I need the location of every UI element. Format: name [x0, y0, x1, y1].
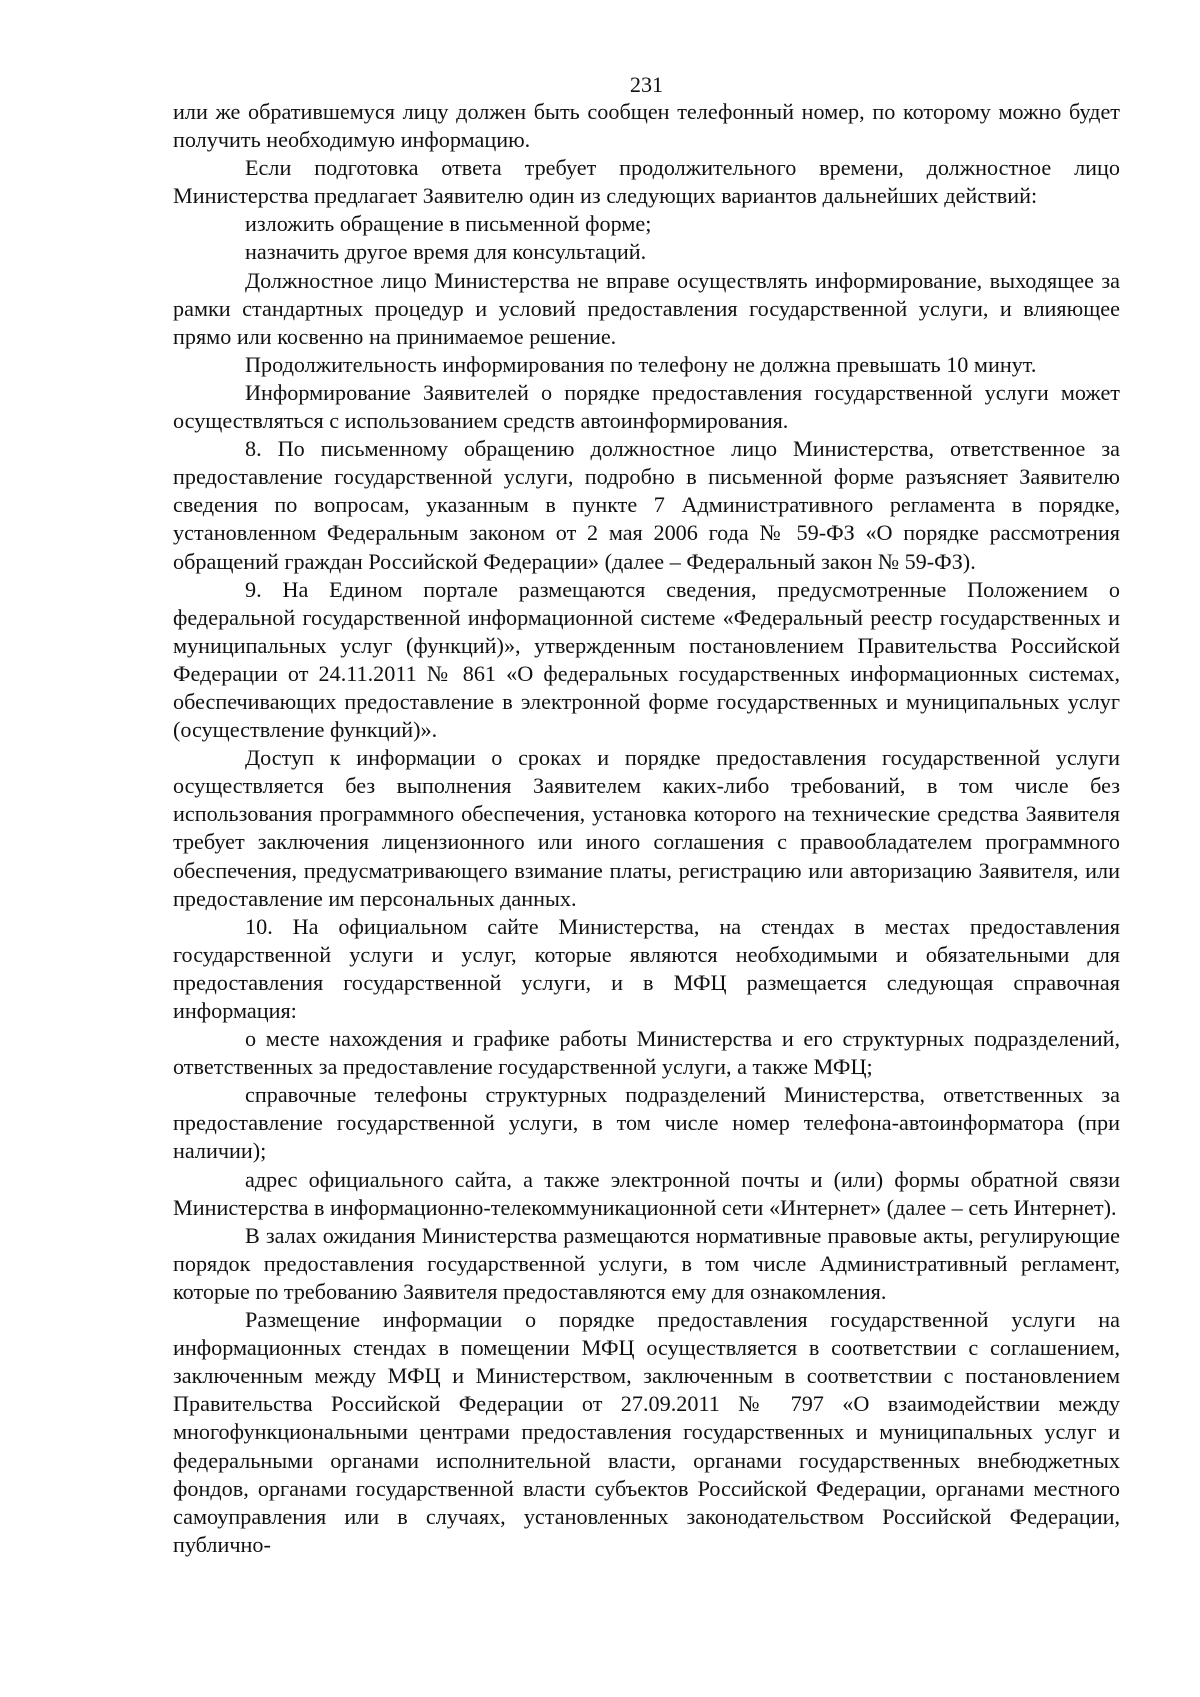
paragraph-8: 8. По письменному обращению должностное лицо Министерства, ответственное за предоставление государственной услуги, подробно в письменной форме разъясняет Заявителю сведения по вопросам, указанным в пункте 7 Административного регламента в порядке, установленном Федеральным законом от 2 мая 2006 года № 59-ФЗ «О порядке рассмотрения обращений граждан Российской Федерации» (далее – Федеральный закон № 59-ФЗ).	[173, 436, 1120, 574]
paragraph-4: назначить другое время для консультаций.	[245, 239, 647, 265]
paragraph-1: или же обратившемуся лицу должен быть сообщен телефонный номер, по которому можно будет получить необходимую информацию.	[173, 99, 1120, 153]
paragraph-5: Должностное лицо Министерства не вправе осуществлять информирование, выходящее за рамки стандартных процедур и условий предоставления государственной услуги, и влияющее прямо или косвенно на принимаемое решение.	[173, 267, 1120, 349]
paragraph-9: 9. На Едином портале размещаются сведения, предусмотренные Положением о федеральной государственной информационной системе «Федеральный реестр государственных и муниципальных услуг (функций)», утвержденным постановлением Правительства Российской Федерации от 24.11.2011 № 861 «О федеральных государственных информационных системах, обеспечивающих предоставление в электронной форме государственных и муниципальных услуг (осуществление функций)».	[173, 576, 1120, 743]
paragraph-7: Информирование Заявителей о порядке предоставления государственной услуги может осуществляться с использованием средств автоинформирования.	[173, 379, 1120, 434]
paragraph-15: В залах ожидания Министерства размещаются нормативные правовые акты, регулирующие порядок предоставления государственной услуги, в том числе Административный регламент, которые по требованию Заявителя предоставляются ему для ознакомления.	[173, 1222, 1120, 1304]
paragraph-12: о месте нахождения и графике работы Министерства и его структурных подразделений, ответственных за предоставление государственной услуги, а также МФЦ;	[173, 1026, 1120, 1080]
paragraph-6: Продолжительность информирования по телефону не должна превышать 10 минут.	[245, 351, 1037, 377]
page-number: 231	[629, 72, 664, 97]
paragraph-16: Размещение информации о порядке предоставления государственной услуги на информационных стендах в помещении МФЦ осуществляется в соответствии с соглашением, заключенным между МФЦ и Министерством, заключенным в соответствии с постановлением Правительства Российской Федерации от 27.09.2011 № 797 «О взаимодействии между многофункциональными центрами предоставления государственных и муниципальных услуг и федеральными органами исполнительной власти, органами государственных внебюджетных фондов, органами государственной власти субъектов Российской Федерации, органами местного самоуправления или в случаях, установленных законодательством Российской Федерации, публично-	[173, 1307, 1120, 1557]
paragraph-13: справочные телефоны структурных подразделений Министерства, ответственных за предоставление государственной услуги, в том числе номер телефона-автоинформатора (при наличии);	[173, 1082, 1120, 1164]
paragraph-14: адрес официального сайта, а также электронной почты и (или) формы обратной связи Министерства в информационно-телекоммуникационной сети «Интернет» (далее – сеть Интернет).	[173, 1166, 1120, 1220]
paragraph-11: 10. На официальном сайте Министерства, на стендах в местах предоставления государственной услуги и услуг, которые являются необходимыми и обязательными для предоставления государственной услуги, и в МФЦ размещается следующая справочная информация:	[173, 913, 1120, 1023]
paragraph-2: Если подготовка ответа требует продолжительного времени, должностное лицо Министерства предлагает Заявителю один из следующих вариантов дальнейших действий:	[173, 155, 1120, 209]
document-page	[173, 70, 1120, 1559]
paragraph-10: Доступ к информации о сроках и порядке предоставления государственной услуги осуществляется без выполнения Заявителем каких-либо требований, в том числе без использования программного обеспечения, установка которого на технические средства Заявителя требует заключения лицензионного или иного соглашения с правообладателем программного обеспечения, предусматривающего взимание платы, регистрацию или авторизацию Заявителя, или предоставление им персональных данных.	[173, 745, 1120, 911]
paragraph-3: изложить обращение в письменной форме;	[245, 211, 652, 237]
